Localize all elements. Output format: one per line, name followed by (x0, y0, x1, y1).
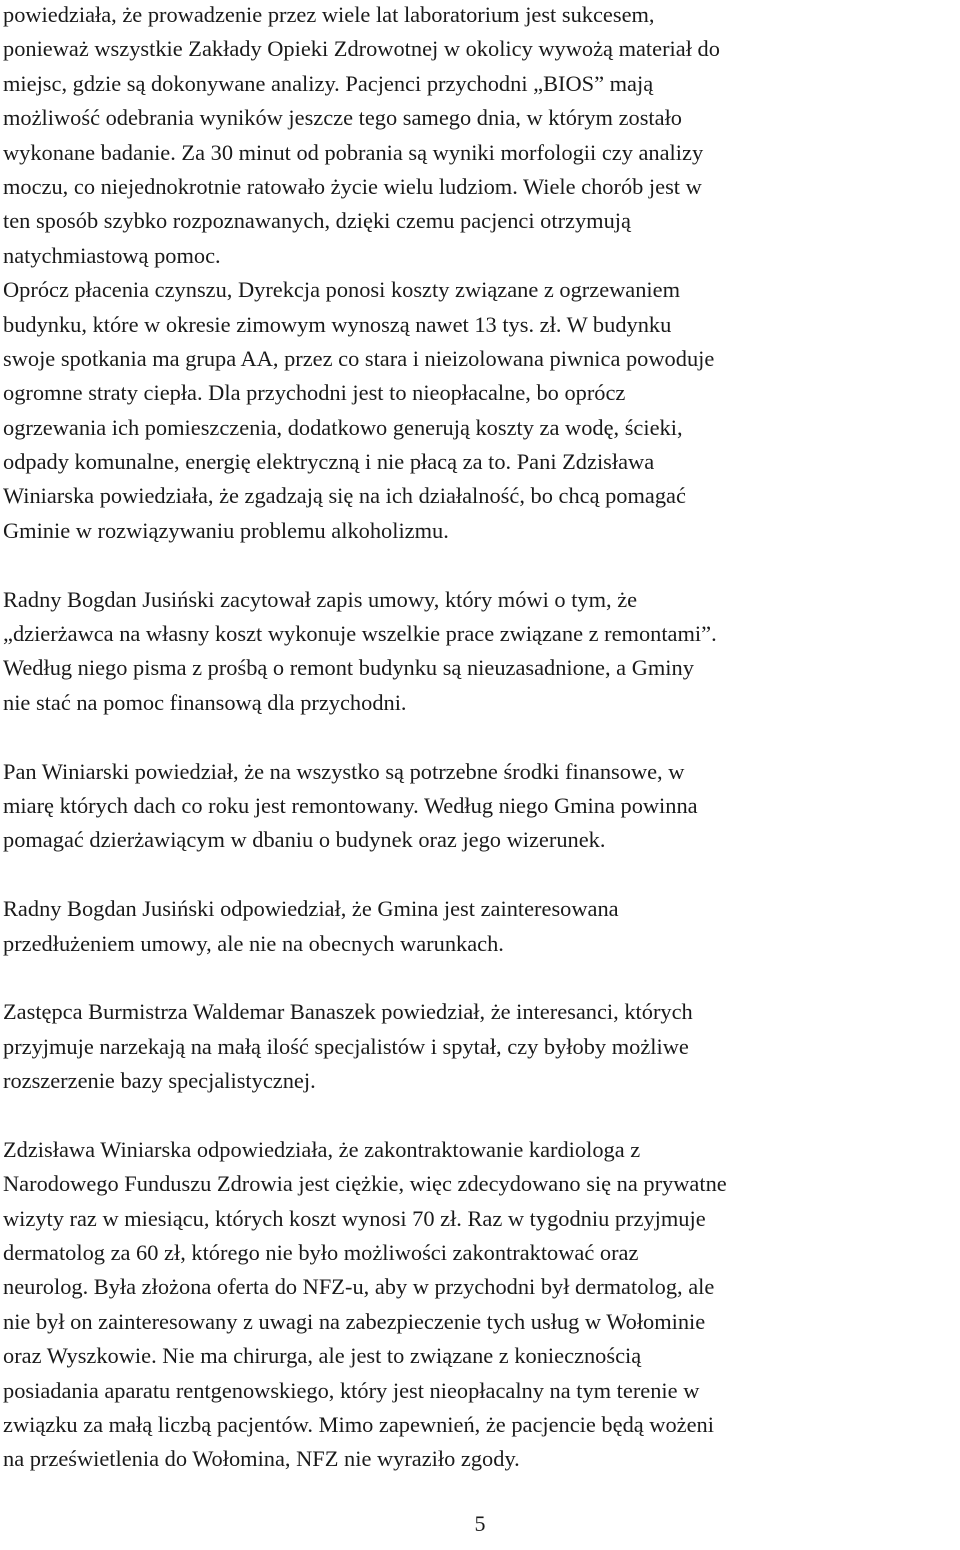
text-line: na prześwietlenia do Wołomina, NFZ nie wyraziło zgody. (3, 1446, 520, 1472)
text-line: przyjmuje narzekają na małą ilość specjalistów i spytał, czy byłoby możliwe (3, 1033, 689, 1059)
paragraph-spacer (3, 1099, 960, 1133)
text-line: moczu, co niejednokrotnie ratowało życie wielu ludziom. Wiele chorób jest w (3, 173, 702, 199)
text-line: Według niego pisma z prośbą o remont budynku są nieuzasadnione, a Gminy (3, 655, 694, 681)
paragraph-spacer (3, 858, 960, 892)
text-line: Zastępca Burmistrza Waldemar Banaszek powiedział, że interesanci, których (3, 999, 693, 1025)
text-line: związku za małą liczbą pacjentów. Mimo zapewnień, że pacjencie będą wożeni (3, 1412, 714, 1438)
text-line: możliwość odebrania wyników jeszcze tego samego dnia, w którym zostało (3, 105, 682, 131)
text-line: rozszerzenie bazy specjalistycznej. (3, 1068, 316, 1094)
paragraph-spacer (3, 961, 960, 995)
paragraph-winiarska-specialists (3, 1133, 960, 1477)
text-line: ogrzewania ich pomieszczenia, dodatkowo generują koszty za wodę, ścieki, (3, 414, 683, 440)
paragraph-spacer (3, 720, 960, 754)
paragraph-spacer (3, 548, 960, 582)
text-line: pomagać dzierżawiącym w dbaniu o budynek oraz jego wizerunek. (3, 827, 606, 853)
page-number: 5 (474, 1511, 486, 1536)
text-line: budynku, które w okresie zimowym wynoszą nawet 13 tys. zł. W budynku (3, 311, 672, 337)
text-line: Radny Bogdan Jusiński zacytował zapis umowy, który mówi o tym, że (3, 586, 638, 612)
text-line: oraz Wyszkowie. Nie ma chirurga, ale jest to związane z koniecznością (3, 1343, 642, 1369)
text-line: Winiarska powiedziała, że zgadzają się na ich działalność, bo chcą pomagać (3, 483, 686, 509)
paragraph-laboratory (3, 0, 960, 548)
text-line: nie był on zainteresowany z uwagi na zabezpieczenie tych usług w Wołominie (3, 1308, 706, 1334)
text-line: Gminie w rozwiązywaniu problemu alkoholizmu. (3, 517, 449, 543)
text-line: Narodowego Funduszu Zdrowia jest ciężkie, więc zdecydowano się na prywatne (3, 1171, 727, 1197)
text-line: wykonane badanie. Za 30 minut od pobrania są wyniki morfologii czy analizy (3, 139, 704, 165)
text-line: ogromne straty ciepła. Dla przychodni jest to nieopłacalne, bo oprócz (3, 380, 626, 406)
text-line: miarę których dach co roku jest remontowany. Według niego Gmina powinna (3, 792, 698, 818)
text-line: ponieważ wszystkie Zakłady Opieki Zdrowotnej w okolicy wywożą materiał do (3, 36, 720, 62)
text-line: ten sposób szybko rozpoznawanych, dzięki czemu pacjenci otrzymują (3, 208, 631, 234)
text-line: Pan Winiarski powiedział, że na wszystko są potrzebne środki finansowe, w (3, 758, 685, 784)
paragraph-jusinski-reply (3, 892, 960, 961)
text-line: Zdzisława Winiarska odpowiedziała, że zakontraktowanie kardiologa z (3, 1136, 641, 1162)
text-line: dermatolog za 60 zł, którego nie było możliwości zakontraktować oraz (3, 1240, 639, 1266)
document-page (3, 0, 960, 1477)
text-line: natychmiastową pomoc. (3, 242, 221, 268)
text-line: „dzierżawca na własny koszt wykonuje wszelkie prace związane z remontami”. (3, 621, 717, 647)
text-line: posiadania aparatu rentgenowskiego, który jest nieopłacalny na tym terenie w (3, 1377, 700, 1403)
paragraph-banaszek (3, 995, 960, 1098)
text-line: nie stać na pomoc finansową dla przychodni. (3, 689, 407, 715)
text-line: przedłużeniem umowy, ale nie na obecnych warunkach. (3, 930, 504, 956)
text-line: Oprócz płacenia czynszu, Dyrekcja ponosi koszty związane z ogrzewaniem (3, 277, 681, 303)
text-line: wizyty raz w miesiącu, których koszt wynosi 70 zł. Raz w tygodniu przyjmuje (3, 1205, 706, 1231)
text-line: miejsc, gdzie są dokonywane analizy. Pacjenci przychodni „BIOS” mają (3, 70, 654, 96)
text-line: powiedziała, że prowadzenie przez wiele lat laboratorium jest sukcesem, (3, 2, 655, 27)
text-line: swoje spotkania ma grupa AA, przez co stara i nieizolowana piwnica powoduje (3, 345, 715, 371)
paragraph-winiarski-funds (3, 755, 960, 858)
text-line: neurolog. Była złożona oferta do NFZ-u, aby w przychodni był dermatolog, ale (3, 1274, 715, 1300)
text-line: Radny Bogdan Jusiński odpowiedział, że Gmina jest zainteresowana (3, 896, 619, 922)
text-line: odpady komunalne, energię elektryczną i nie płacą za to. Pani Zdzisława (3, 449, 655, 475)
paragraph-jusinski-contract (3, 583, 960, 721)
